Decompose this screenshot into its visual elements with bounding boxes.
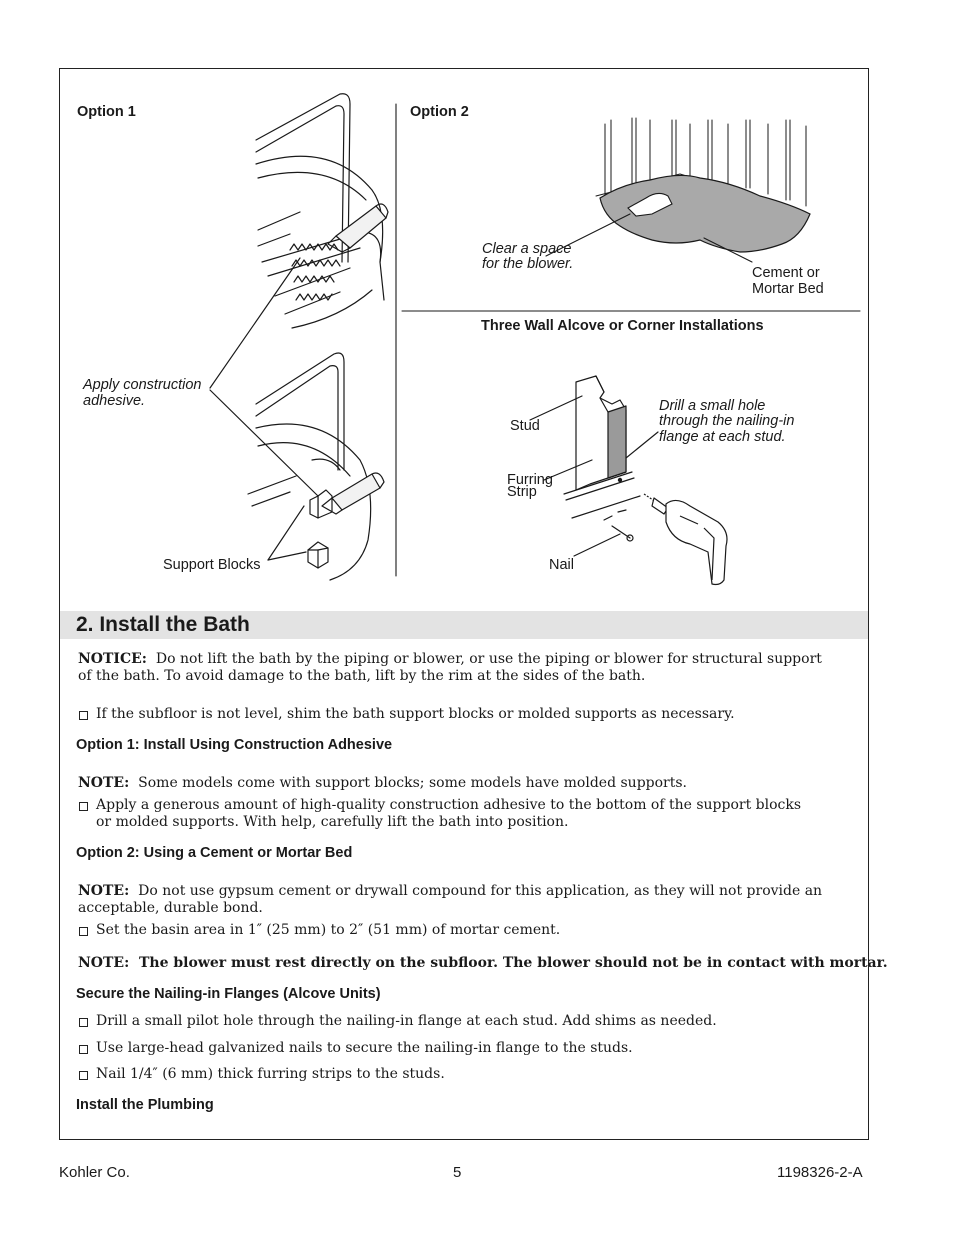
footer-doc-number: 1198326-2-A (777, 1164, 863, 1181)
notice-line1: Do not lift the bath by the piping or blower, or use the piping or blower for structural support (155, 651, 822, 667)
note1-text: Some models come with support blocks; some models have molded supports. (138, 775, 687, 791)
support-blocks-label: Support Blocks (163, 557, 261, 573)
checkbox-icon (79, 1018, 88, 1027)
bullet-adhesive-line2: or molded supports. With help, carefully lift the bath into position. (96, 814, 569, 830)
footer-company: Kohler Co. (59, 1164, 130, 1181)
mortar-bed-drawing (600, 175, 810, 252)
drill-drawing (644, 494, 727, 585)
note2-line2: acceptable, durable bond. (78, 900, 263, 916)
note3-paragraph (78, 955, 888, 972)
note1-lead: NOTE: (78, 775, 130, 791)
support-blocks-leader-1 (268, 506, 304, 560)
drill-label-line3: flange at each stud. (659, 429, 786, 445)
footer-page-number: 5 (453, 1164, 462, 1181)
note3-lead: NOTE: (78, 955, 130, 971)
installation-illustration (0, 0, 954, 610)
option2-heading: Option 2: Using a Cement or Mortar Bed (76, 845, 353, 861)
adhesive-leader-upper (210, 258, 300, 388)
note2-lead: NOTE: (78, 883, 130, 899)
furring-label-line1: Furring (507, 472, 553, 488)
drill-leader (626, 432, 658, 458)
stud-label: Stud (510, 418, 540, 434)
clear-space-label-line2: for the blower. (482, 256, 574, 272)
note2-line1: Do not use gypsum cement or drywall compound for this application, as they will not provide an (138, 883, 823, 899)
stud-furring-drawing (530, 376, 658, 556)
clear-space-label-line1: Clear a space (482, 241, 572, 257)
plumbing-heading: Install the Plumbing (76, 1097, 214, 1113)
adhesive-tube-upper-drawing (328, 204, 388, 252)
support-blocks-leader-2 (268, 552, 306, 560)
option2-label: Option 2 (410, 104, 469, 120)
secure-flanges-heading: Secure the Nailing-in Flanges (Alcove Units) (76, 986, 381, 1002)
checkbox-icon (79, 1071, 88, 1080)
note3-text: The blower must rest directly on the subfloor. The blower should not be in contact with mortar. (139, 955, 888, 971)
checkbox-icon (79, 802, 88, 811)
bullet-level-text: If the subfloor is not level, shim the bath support blocks or molded supports as necessary. (96, 706, 735, 722)
bullet-nails-text: Use large-head galvanized nails to secure the nailing-in flange to the studs. (96, 1040, 633, 1056)
support-block-drawing (308, 542, 328, 568)
furring-label-line2: Strip (507, 484, 537, 500)
cement-label-line1: Cement or (752, 265, 820, 281)
cement-label-line2: Mortar Bed (752, 281, 824, 297)
notice-lead: NOTICE: (78, 651, 147, 667)
option1-heading: Option 1: Install Using Construction Adhesive (76, 737, 393, 753)
bullet-adhesive-line1: Apply a generous amount of high-quality construction adhesive to the bottom of the support blocks (96, 797, 802, 813)
nail-label: Nail (549, 557, 574, 573)
note1-paragraph (78, 775, 687, 792)
bath-corner-lower-drawing (248, 353, 371, 580)
checkbox-icon (79, 927, 88, 936)
three-wall-title: Three Wall Alcove or Corner Installations (481, 318, 764, 334)
option1-label: Option 1 (77, 104, 136, 120)
checkbox-icon (79, 1045, 88, 1054)
stud-leader (530, 396, 582, 420)
adhesive-label-line2: adhesive. (83, 393, 146, 409)
checkbox-icon (79, 711, 88, 720)
adhesive-label-line1: Apply construction (83, 377, 202, 393)
section-title: 2. Install the Bath (76, 613, 250, 636)
notice-paragraph (78, 651, 822, 668)
bullet-drill-text: Drill a small pilot hole through the nailing-in flange at each stud. Add shims as needed. (96, 1013, 717, 1029)
nail-leader (574, 534, 620, 556)
section-header-bar (60, 611, 868, 639)
bullet-furring-text: Nail 1/4″ (6 mm) thick furring strips to the studs. (96, 1066, 445, 1082)
drill-label-line1: Drill a small hole (659, 398, 766, 414)
note2-paragraph (78, 883, 822, 900)
bullet-basin-text: Set the basin area in 1″ (25 mm) to 2″ (51 mm) of mortar cement. (96, 922, 561, 938)
drill-label-line2: through the nailing-in (659, 413, 795, 429)
notice-line2: of the bath. To avoid damage to the bath, lift by the rim at the sides of the bath. (78, 668, 646, 684)
adhesive-leader-lower (210, 390, 318, 496)
